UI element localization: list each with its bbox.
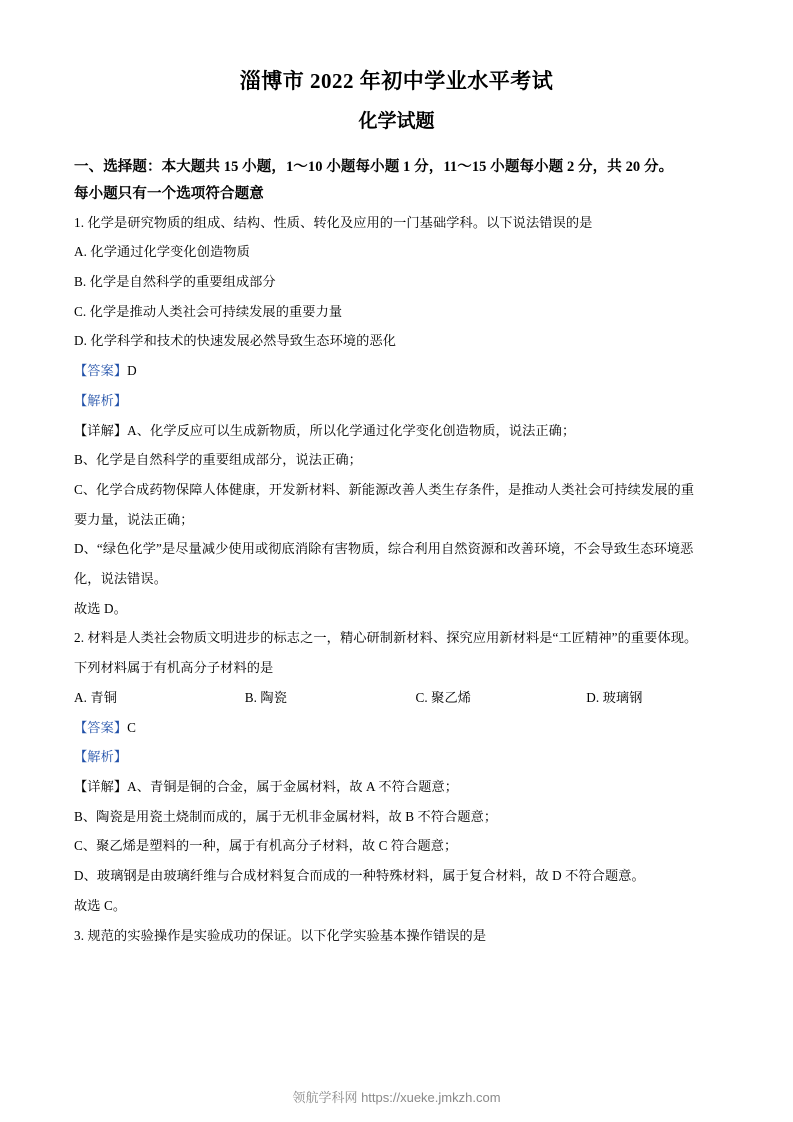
answer-value: D	[127, 363, 137, 379]
answer-tag: 【答案】	[74, 363, 128, 379]
footer-watermark: 领航学科网 https://xueke.jmkzh.com	[292, 1090, 501, 1105]
page-subtitle: 化学试题	[358, 110, 435, 132]
analysis-line: 要力量，说法正确；	[74, 511, 194, 527]
question-stem-cont: 下列材料属于有机高分子材料的是	[74, 660, 274, 676]
question-block-2	[74, 623, 719, 920]
analysis-line: D、“绿色化学”是尽量减少使用或彻底消除有害物质，综合利用自然资源和改善环境，不会导致生态环境恶	[74, 541, 694, 557]
question-stem: 1. 化学是研究物质的组成、结构、性质、转化及应用的一门基础学科。以下说法错误的是	[74, 214, 593, 230]
analysis-tag: 【解析】	[74, 749, 128, 765]
options-row	[74, 683, 719, 713]
analysis-line: 故选 D。	[74, 600, 127, 616]
option-a: A. 青铜	[74, 689, 117, 705]
answer-tag: 【答案】	[74, 719, 128, 735]
question-stem: 3. 规范的实验操作是实验成功的保证。以下化学实验基本操作错误的是	[74, 927, 487, 943]
analysis-line: 化，说法错误。	[74, 571, 168, 587]
option-c: C. 聚乙烯	[415, 689, 472, 705]
question-block-3	[74, 921, 719, 951]
option-c: C. 化学是推动人类社会可持续发展的重要力量	[74, 303, 343, 319]
option-a: A. 化学通过化学变化创造物质	[74, 244, 250, 260]
analysis-line: B、化学是自然科学的重要组成部分，说法正确；	[74, 452, 362, 468]
page-title: 淄博市 2022 年初中学业水平考试	[239, 69, 554, 93]
section-heading-line-2: 每小题只有一个选项符合题意	[74, 185, 264, 202]
analysis-line: D、玻璃钢是由玻璃纤维与合成材料复合而成的一种特殊材料，属于复合材料，故 D 不符合题意。	[74, 868, 645, 884]
option-d: D. 玻璃钢	[586, 689, 643, 705]
answer-row	[74, 713, 719, 743]
option-d: D. 化学科学和技术的快速发展必然导致生态环境的恶化	[74, 333, 397, 349]
option-b: B. 化学是自然科学的重要组成部分	[74, 274, 276, 290]
section-heading-line-1: 一、选择题：本大题共 15 小题，1～10 小题每小题 1 分，11～15 小题每小题 2 分，共 20 分。	[74, 159, 674, 175]
analysis-line: 故选 C。	[74, 897, 127, 913]
analysis-line: B、陶瓷是用瓷土烧制而成的，属于无机非金属材料，故 B 不符合题意；	[74, 808, 498, 824]
analysis-line: C、化学合成药物保障人体健康，开发新材料、新能源改善人类生存条件，是推动人类社会可持续发展的重	[74, 481, 695, 497]
answer-value: C	[127, 719, 137, 735]
question-stem: 2. 材料是人类社会物质文明进步的标志之一，精心研制新材料、探究应用新材料是“工匠精神”的重要体现。	[74, 630, 698, 646]
analysis-line: 【详解】A、青铜是铜的合金，属于金属材料，故 A 不符合题意；	[74, 778, 459, 794]
question-block-1	[74, 208, 719, 624]
answer-row	[74, 356, 719, 386]
option-b: B. 陶瓷	[244, 689, 287, 705]
analysis-tag: 【解析】	[74, 392, 128, 408]
analysis-line: C、聚乙烯是塑料的一种，属于有机高分子材料，故 C 符合题意；	[74, 838, 458, 854]
analysis-line: 【详解】A、化学反应可以生成新物质，所以化学通过化学变化创造物质，说法正确；	[74, 422, 576, 438]
